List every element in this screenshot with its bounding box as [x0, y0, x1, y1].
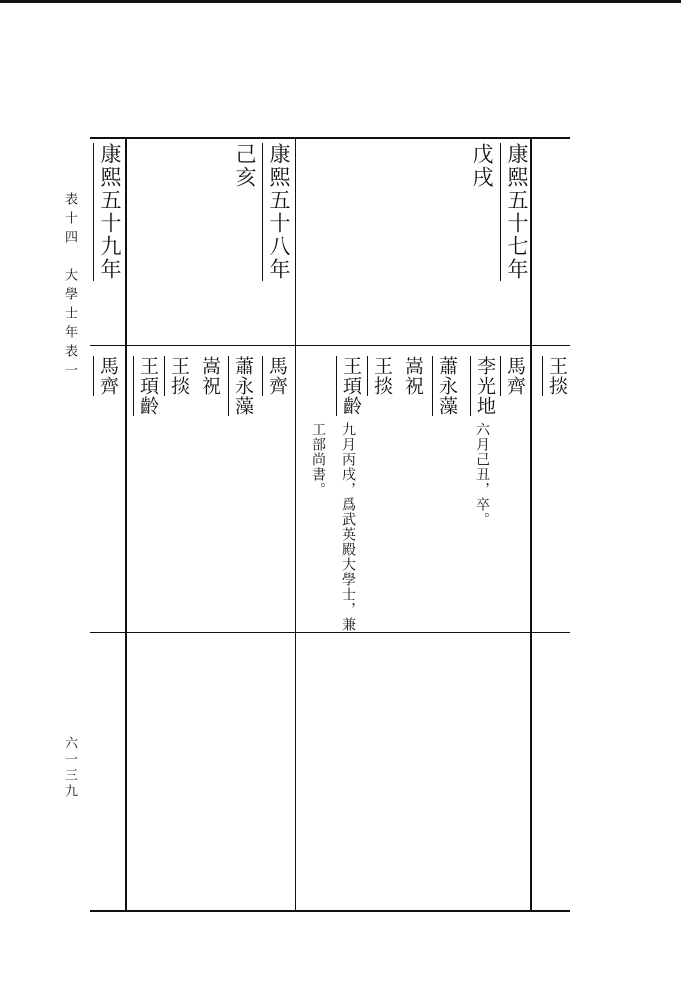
official-1719-ma-qi: 馬齊	[93, 356, 122, 396]
prev-official-wang-shan: 王掞	[542, 356, 571, 396]
official-1718-wang-xuling: 王頊齡	[133, 356, 162, 416]
table-top-rule	[90, 137, 570, 139]
official-1718-ma-qi: 馬齊	[262, 356, 291, 396]
reign-year-1718: 康熙五十八年	[262, 143, 294, 281]
official-1717-song-zhu: 嵩祝	[402, 356, 424, 396]
running-header: 表十四 大學士年表一	[62, 192, 77, 382]
note-wang-xuling-line1: 九月丙戌，爲武英殿大學士，兼	[340, 422, 356, 632]
official-1717-xiao-yongzao: 蕭永藻	[432, 356, 461, 416]
table-header-rule	[90, 345, 570, 346]
official-1717-wang-shan: 王掞	[367, 356, 396, 396]
ganzhi-1718: 己亥	[233, 143, 257, 189]
official-1717-ma-qi: 馬齊	[500, 356, 529, 396]
official-1718-wang-shan: 王掞	[164, 356, 193, 396]
table-bottom-rule	[90, 910, 570, 912]
reign-year-1717: 康熙五十七年	[500, 143, 532, 281]
official-1717-li-guangdi: 李光地	[470, 356, 499, 416]
column-divider-1718	[295, 137, 296, 912]
note-wang-xuling-line2: 工部尚書。	[310, 422, 326, 497]
official-1718-xiao-yongzao: 蕭永藻	[228, 356, 257, 416]
official-1718-song-zhu: 嵩祝	[199, 356, 221, 396]
page-top-border	[0, 0, 681, 3]
column-divider-1719	[125, 137, 127, 912]
reign-year-1719: 康熙五十九年	[93, 143, 125, 281]
official-1717-wang-xuling: 王頊齡	[336, 356, 365, 416]
ganzhi-1717: 戊戌	[470, 143, 494, 189]
note-li-guangdi: 六月己丑，卒。	[474, 422, 490, 527]
page-number: 六一三九	[62, 736, 77, 800]
table-middle-rule	[90, 632, 570, 633]
